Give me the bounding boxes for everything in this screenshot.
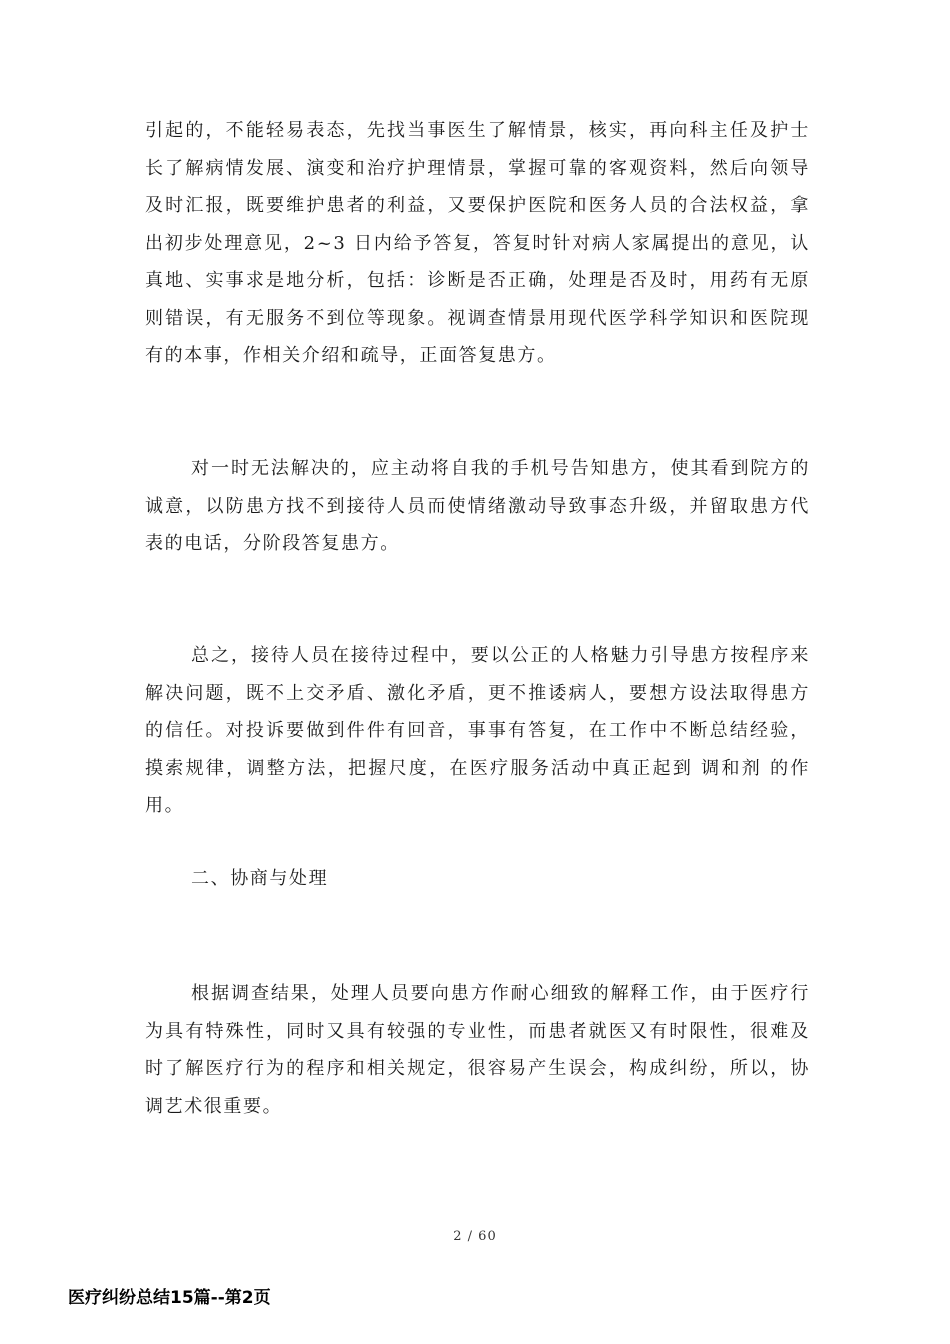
paragraph-negotiation: 根据调查结果，处理人员要向患方作耐心细致的解释工作，由于医疗行为具有特殊性，同时又具有较强的专业性，而患者就医又有时限性，很难及时了解医疗行为的程序和相关规定，很容易产生误会，构成纠纷，所以，协调艺术很重要。 bbox=[145, 983, 810, 1117]
section-heading: 二、协商与处理 bbox=[191, 868, 329, 889]
paragraph-summary: 总之，接待人员在接待过程中，要以公正的人格魅力引导患方按程序来解决问题，既不上交矛盾、激化矛盾，更不推诿病人，要想方设法取得患方的信任。对投诉要做到件件有回音，事事有答复，在工作中不断总结经验，摸索规律，调整方法，把握尺度，在医疗服务活动中真正起到 调和剂 的作用。 bbox=[145, 645, 810, 816]
page-number: 2 / 60 bbox=[453, 1229, 497, 1244]
document-footer-title: 医疗纠纷总结15篇--第2页 bbox=[68, 1288, 271, 1308]
paragraph-contact-info: 对一时无法解决的，应主动将自我的手机号告知患方，使其看到院方的诚意，以防患方找不到接待人员而使情绪激动导致事态升级，并留取患方代表的电话，分阶段答复患方。 bbox=[145, 458, 810, 554]
paragraph-continuation: 引起的，不能轻易表态，先找当事医生了解情景，核实，再向科主任及护士长了解病情发展、演变和治疗护理情景，掌握可靠的客观资料，然后向领导及时汇报，既要维护患者的利益，又要保护医院和医务人员的合法权益，拿出初步处理意见，2~3 日内给予答复，答复时针对病人家属提出的意见，认真地、实事求是地分析，包括：诊断是否正确，处理是否及时，用药有无原则错误，有无服务不到位等现象。视调查情景用现代医学科学知识和医院现有的本事，作相关介绍和疏导，正面答复患方。 bbox=[145, 120, 810, 366]
